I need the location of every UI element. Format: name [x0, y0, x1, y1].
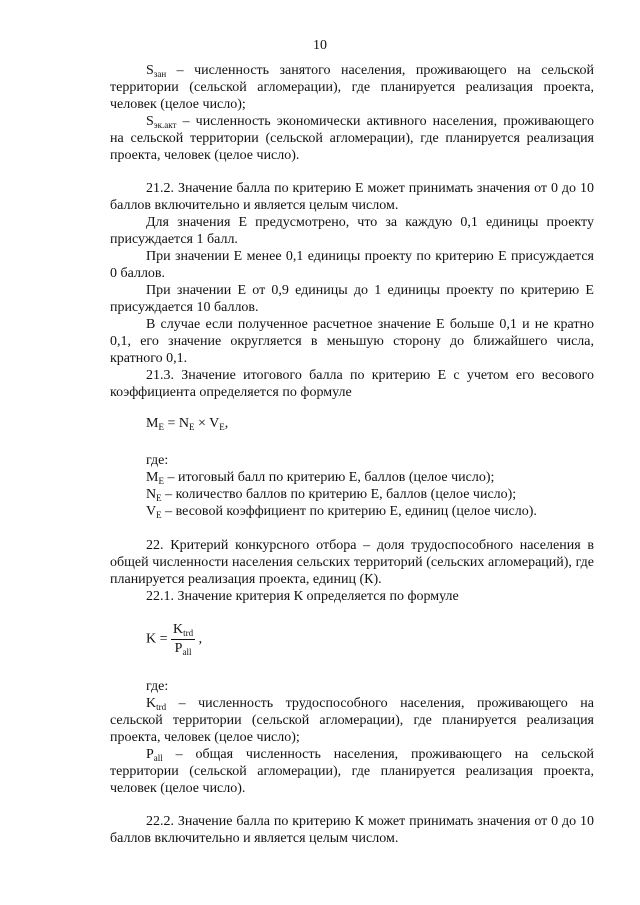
fraction-denominator: $P_{all}$ — [174, 641, 192, 657]
definition-v-e: $V_E$ – весовой коэффициент по критерию Е, единиц (целое число). — [146, 504, 537, 520]
paragraph-21-2: 21.2. Значение балла по критерию Е может принимать значения от 0 до 10 баллов включительно и является целым числом. — [110, 181, 594, 213]
definition-s-ek-akt — [110, 113, 594, 164]
paragraph-21-2-a: Для значения Е предусмотрено, что за каждую 0,1 единицы проекту присуждается 1 балл. — [110, 215, 594, 247]
subscript-zan: зан — [153, 69, 167, 79]
definition-text: – численность экономически активного населения, проживающего на сельской территории (сельской агломерации), где планируется реализация проекта, человек (целое число). — [110, 114, 594, 163]
subscript-ek-akt: эк.акт — [153, 120, 177, 130]
definition-m-e: $M_E$ – итоговый балл по критерию Е, баллов (целое число); — [146, 470, 495, 486]
definition-k-trd: $K_{trd}$ – численность трудоспособного населения, проживающего на сельской территории (сельской агломерации), где планируется реализация проекта, человек (целое число); — [110, 696, 594, 745]
paragraph-21-2-d: В случае если полученное расчетное значение Е больше 0,1 и не кратно 0,1, его значение округляется в меньшую сторону до ближайшего числа, кратного 0,1. — [110, 317, 594, 366]
paragraph-21-2-c: При значении Е от 0,9 единицы до 1 единицы проекту по критерию Е присуждается 10 баллов. — [110, 283, 594, 315]
fraction — [171, 622, 195, 657]
paragraph-21-2-b: При значении Е менее 0,1 единицы проекту по критерию Е присуждается 0 баллов. — [110, 249, 594, 281]
definition-p-all: $P_{all}$ – общая численность населения, проживающего на сельской территории (сельской агломерации), где планируется реализация проекта, человек (целое число). — [110, 747, 594, 796]
paragraph-22-2: 22.2. Значение балла по критерию К может принимать значения от 0 до 10 баллов включительно и является целым числом. — [110, 814, 594, 846]
definition-s-zan — [110, 62, 594, 113]
paragraph-21-3: 21.3. Значение итогового балла по критерию Е с учетом его весового коэффициента определяется по формуле — [110, 368, 594, 400]
symbol-s: S — [146, 114, 154, 129]
formula-m-e: $M_E = N_E \times V_E$, — [146, 416, 229, 432]
where-label: где: — [146, 679, 169, 694]
paragraph-22: 22. Критерий конкурсного отбора – доля трудоспособного населения в общей численности населения сельских территорий (сельских агломераций), где планируется реализация проекта, единиц (К). — [110, 538, 594, 587]
definition-n-e: $N_E$ – количество баллов по критерию Е, баллов (целое число); — [146, 487, 517, 503]
definition-text: – численность занятого населения, проживающего на сельской территории (сельской агломерации), где планируется реализация проекта, человек (целое число); — [110, 63, 594, 112]
formula-k: K = $\frac{K_{trd}}{P_{all}}$ , — [146, 622, 203, 657]
where-label: где: — [146, 453, 169, 468]
paragraph-22-1: 22.1. Значение критерия К определяется по формуле — [146, 589, 459, 604]
page-number: 10 — [313, 38, 327, 53]
symbol-s: S — [146, 63, 154, 78]
fraction-numerator: $K_{trd}$ — [173, 622, 194, 638]
